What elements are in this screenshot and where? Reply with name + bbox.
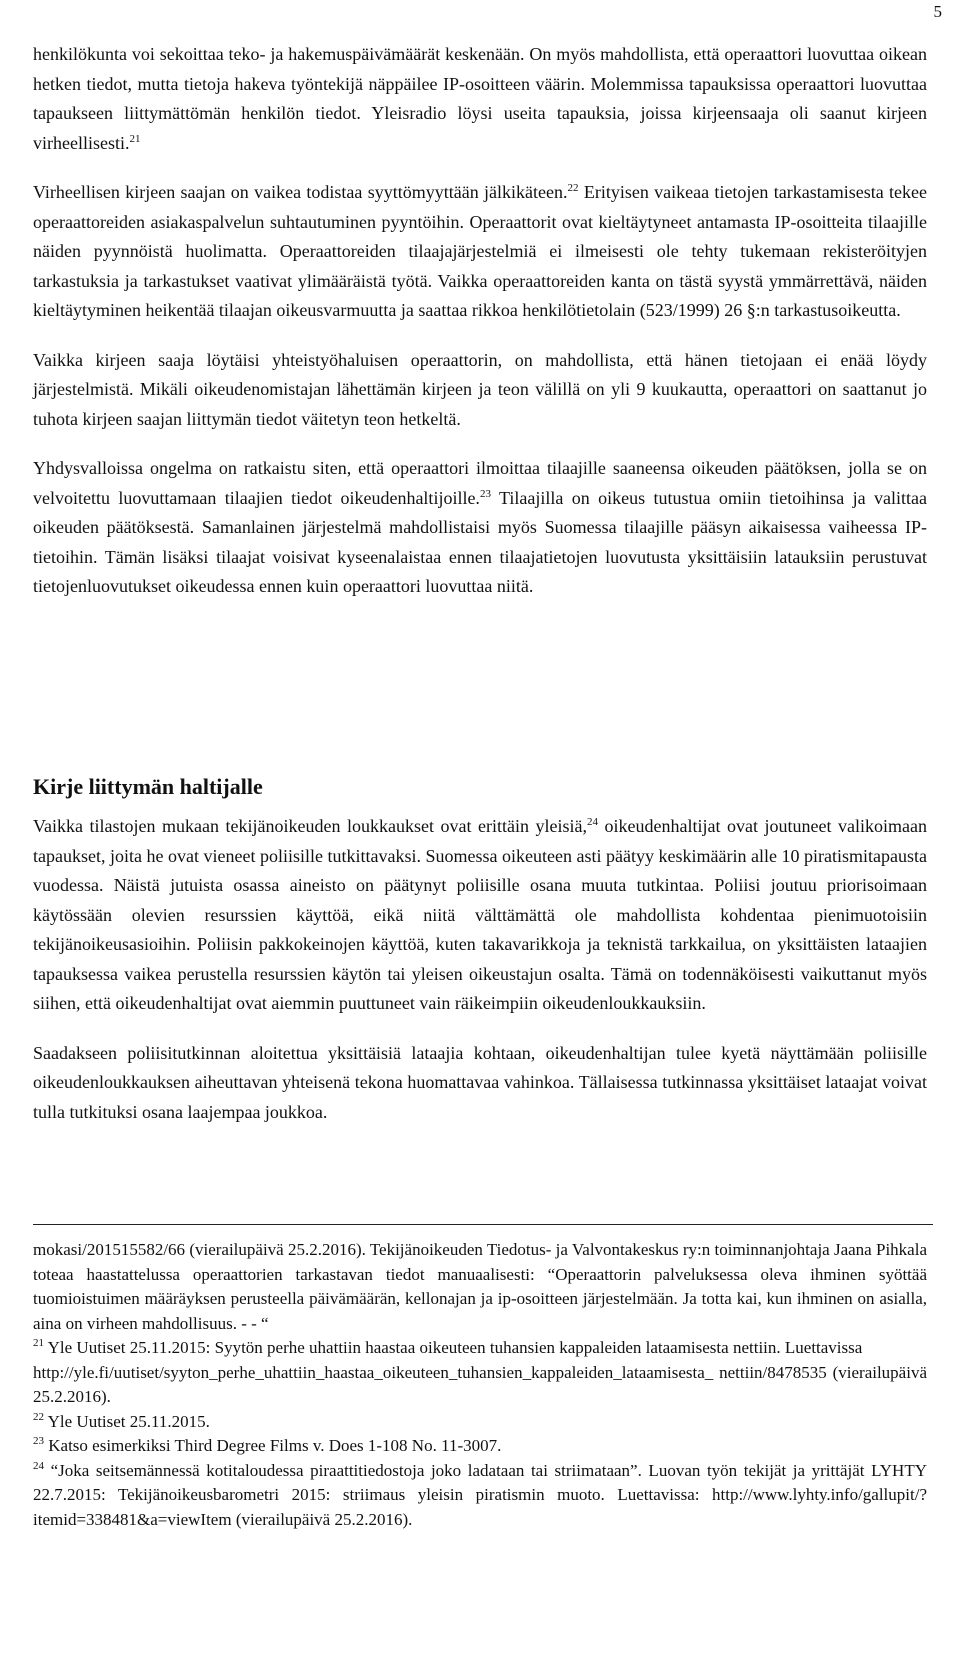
footnote-22 bbox=[33, 1410, 927, 1435]
footnote-number: 23 bbox=[33, 1435, 44, 1447]
footnote-number: 21 bbox=[33, 1337, 44, 1349]
footnote-text: Yle Uutiset 25.11.2015: Syytön perhe uhattiin haastaa oikeuteen tuhansien kappaleiden lataamisesta nettiin. Luettavissa bbox=[47, 1338, 863, 1357]
paragraph-text: oikeudenhaltijat ovat joutuneet valikoimaan tapaukset, joita he ovat vieneet poliisille tutkittavaksi. Suomessa oikeuteen asti päätyy keskimäärin alle 10 piratismitapausta vuodessa. Näistä jutuista osassa aineisto on päätynyt poliisille osana muuta tutkintaa. Poliisi joutuu priorisoimaan käytössään olevien resurssien käyttöä, eikä niitä välttämättä ole mahdollista kohdentaa pienimuotoisiin tekijänoikeusasioihin. Poliisin pakkokeinojen käyttöä, kuten takavarikkoja ja teknistä tarkkailua, on yksittäisten lataajien tapauksessa vaikea perustella resurssien käytön tai yleisen oikeustajun osalta. Tämä on todennäköisesti vaikuttanut myös siihen, että oikeudenhaltijat ovat aiemmin puuttuneet vain räikeimpiin oikeudenloukkauksiin. bbox=[33, 816, 928, 1013]
footnote-number: 22 bbox=[33, 1410, 44, 1423]
page-number: 5 bbox=[933, 2, 942, 21]
paragraph bbox=[33, 346, 927, 435]
footnote-ref[interactable]: 24 bbox=[587, 816, 598, 828]
footnote-link[interactable]: http://yle.fi/uutiset/syyton_perhe_uhattiin_haastaa_oikeuteen_tuhansien_kappaleiden_lataamisesta_ nettiin/8478535 (vierailupäivä 25.2.2016). bbox=[33, 1362, 927, 1406]
footnote-text: Katso esimerkiksi Third Degree Films v. Does 1-108 No. 11-3007. bbox=[48, 1436, 502, 1455]
footnote-text: “Joka seitsemännessä kotitaloudessa piraattitiedostoja joko ladataan tai striimataan”. Luovan työn tekijät ja yrittäjät LYHTY 22.7.2015: Tekijänoikeusbarometri 2015: striimaus yleisin piratismin muoto. Luettavissa: http://www.lyhty.info/gallupit/?itemid=338481&a=viewItem (vierailupäivä 25.2.2016). bbox=[33, 1460, 927, 1529]
paragraph bbox=[33, 1039, 927, 1128]
paragraph-text: Vaikka tilastojen mukaan tekijänoikeuden loukkaukset ovat erittäin yleisiä, bbox=[33, 816, 587, 836]
footnote-number: 24 bbox=[33, 1459, 44, 1472]
section-heading bbox=[33, 772, 263, 802]
body-text-section-2 bbox=[33, 812, 927, 1147]
footnote-24 bbox=[33, 1459, 927, 1533]
paragraph-text: Yhdysvalloissa ongelma on ratkaistu siten, että operaattori ilmoittaa tilaajille saaneensa oikeuden päätöksen, jolla se on velvoitettu luovuttamaan tilaajien tiedot oikeudenhaltijoille. bbox=[33, 458, 927, 508]
paragraph-text: Tilaajilla on oikeus tutustua omiin tietoihinsa ja valittaa oikeuden päätöksestä. Samanlainen järjestelmä mahdollistaisi myös Suomessa tilaajille pääsyn aikaisessa vaiheessa IP-tietoihin. Tämän lisäksi tilaajat voisivat kyseenalaistaa ennen tilaajatietojen luovutusta yksittäisiin latauksiin perustuvat tietojenluovutukset oikeudessa ennen kuin operaattori luovuttaa niitä. bbox=[33, 487, 927, 596]
paragraph-text: henkilökunta voi sekoittaa teko- ja hakemuspäivämäärät keskenään. On myös mahdollista, että operaattori luovuttaa oikean hetken tiedot, mutta tietoja hakeva työntekijä näppäilee IP-osoitteen väärin. Molemmissa tapauksissa operaattori luovuttaa tapaukseen liittymättömän henkilön tiedot. Yleisradio löysi useita tapauksia, joissa kirjeensaaja oli saanut kirjeen virheellisesti. bbox=[33, 44, 927, 153]
footnote-ref[interactable]: 22 bbox=[567, 182, 579, 194]
footnote-text: Yle Uutiset 25.11.2015. bbox=[47, 1411, 210, 1431]
paragraph-text: Erityisen vaikeaa tietojen tarkastamisesta tekee operaattoreiden asiakaspalvelun suhtautuminen pyyntöihin. Operaattorit ovat kieltäytyneet antamasta IP-osoitteita tilaajille näiden pyynnöistä huolimatta. Operaattoreiden tilaajajärjestelmiä ei ilmeisesti ole tehty tukemaan rekisteröityjen tarkastuksia ja tarkastukset vaativat ylimääräistä työtä. Vaikka operaattoreiden kanta on tästä syystä ymmärrettävä, näiden kieltäytyminen heikentää tilaajan oikeusvarmuutta ja saattaa rikkoa henkilötietolain (523/1999) 26 §:n tarkastusoikeutta. bbox=[33, 182, 927, 320]
footnotes bbox=[33, 1238, 927, 1532]
footnote-ref[interactable]: 21 bbox=[129, 132, 141, 145]
heading-text: Kirje liittymän haltijalle bbox=[33, 774, 263, 799]
body-text-section-1 bbox=[33, 40, 927, 622]
footnote-continuation: mokasi/201515582/66 (vierailupäivä 25.2.2016). Tekijänoikeuden Tiedotus- ja Valvontakeskus ry:n toiminnanjohtaja Jaana Pihkala toteaa haastattelussa operaattorien tarkastavan tiedot manuaalisesti: “Operaattorin palveluksessa oleva ihminen syöttää tuomioistuimen määräyksen perusteella päivämäärän, kellonajan ja ip-osoitteen järjestelmään. Ja totta kai, kun ihminen on asialla, aina on virheen mahdollisuus. - - “ bbox=[33, 1240, 927, 1333]
paragraph bbox=[33, 454, 927, 602]
paragraph bbox=[33, 178, 927, 326]
paragraph-text: Vaikka kirjeen saaja löytäisi yhteistyöhaluisen operaattorin, on mahdollista, että hänen tietojaan ei enää löydy järjestelmistä. Mikäli oikeudenomistajan lähettämän kirjeen ja teon välillä on yli 9 kuukautta, operaattori on saattanut jo tuhota kirjeen saajan liittymän tiedot väitetyn teon hetkeltä. bbox=[33, 349, 927, 429]
paragraph bbox=[33, 812, 927, 1019]
paragraph-text: Saadakseen poliisitutkinnan aloitettua yksittäisiä lataajia kohtaan, oikeudenhaltijan tulee kyetä näyttämään poliisille oikeudenloukkauksen aiheuttavan yhteisenä tekona huomattavaa vahinkoa. Tällaisessa tutkinnassa yksittäiset lataajat voivat tulla tutkituksi osana laajempaa joukkoa. bbox=[33, 1042, 927, 1122]
paragraph-text: Virheellisen kirjeen saajan on vaikea todistaa syyttömyyttään jälkikäteen. bbox=[33, 182, 568, 202]
footnote-ref[interactable]: 23 bbox=[479, 487, 491, 500]
paragraph bbox=[33, 40, 927, 158]
footnote-divider bbox=[33, 1224, 933, 1225]
footnote-21 bbox=[33, 1336, 927, 1410]
footnote-23 bbox=[33, 1434, 927, 1459]
